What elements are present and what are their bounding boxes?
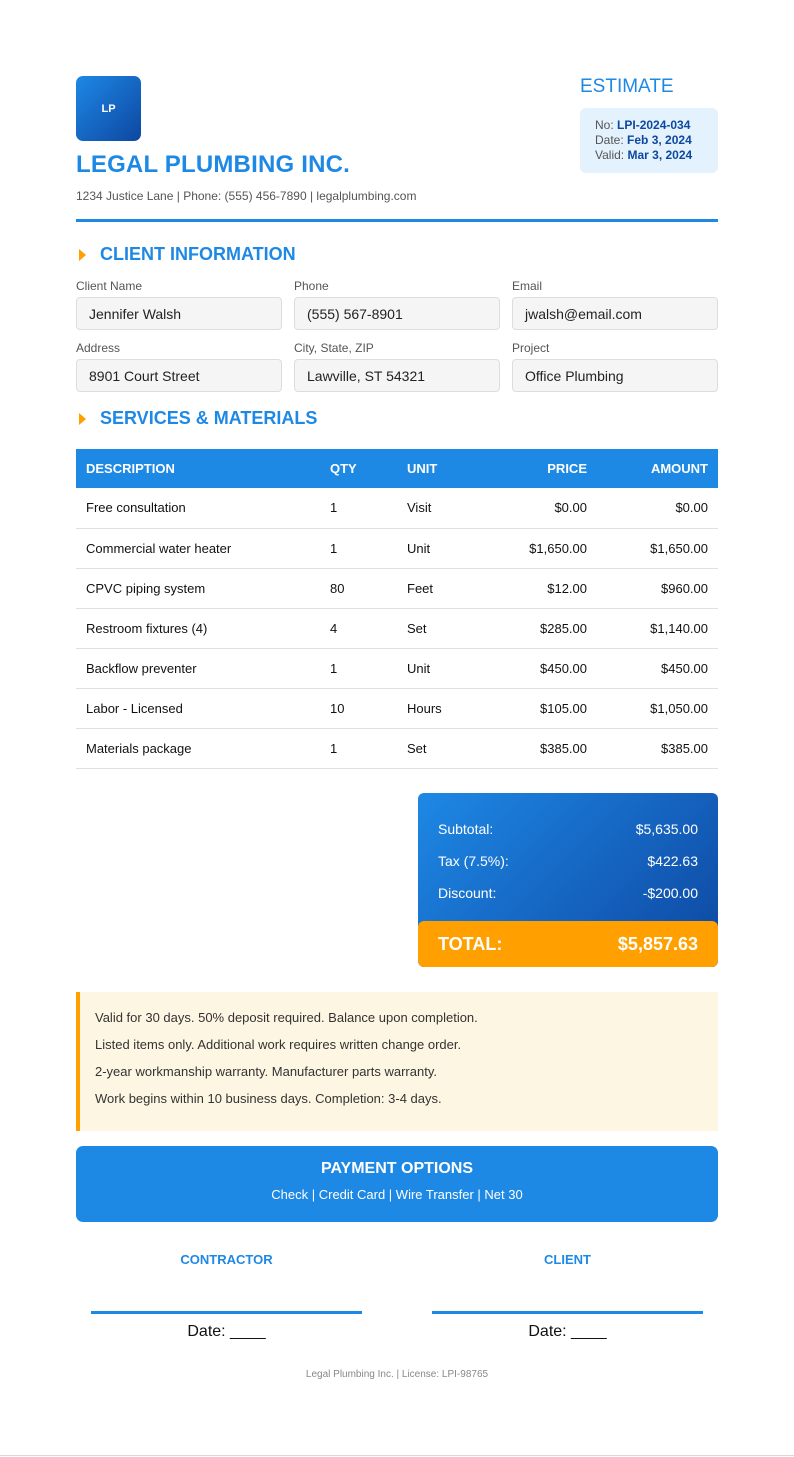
subtotal-row: Subtotal: $5,635.00 xyxy=(438,821,698,837)
cell-qty: 1 xyxy=(320,528,397,568)
term-item: Valid for 30 days. 50% deposit required. Balance upon completion. xyxy=(95,1010,478,1025)
grand-total-row: TOTAL: $5,857.63 xyxy=(418,921,718,967)
client-city-state-zip-input[interactable]: Lawville, ST 54321 xyxy=(294,359,500,392)
cell-amount: $450.00 xyxy=(597,648,718,688)
document-header xyxy=(76,76,718,222)
caret-right-icon xyxy=(79,413,86,425)
client-name-input[interactable]: Jennifer Walsh xyxy=(76,297,282,330)
contractor-date: Date: ____ xyxy=(187,1323,266,1340)
table-row xyxy=(76,528,718,568)
estimate-valid-value: Mar 3, 2024 xyxy=(627,148,693,162)
cell-description: Restroom fixtures (4) xyxy=(76,608,320,648)
contractor-label: CONTRACTOR xyxy=(180,1252,273,1267)
page-bottom-divider xyxy=(0,1455,794,1456)
tax-row: Tax (7.5%): $422.63 xyxy=(438,853,698,869)
totals-box xyxy=(418,793,718,967)
column-header-amount: AMOUNT xyxy=(597,449,718,488)
logo-text: LP xyxy=(101,102,116,115)
tax-value: $422.63 xyxy=(647,853,698,869)
cell-description: Free consultation xyxy=(76,488,320,528)
caret-right-icon xyxy=(79,249,86,261)
cell-description: Backflow preventer xyxy=(76,648,320,688)
term-item: Listed items only. Additional work requires written change order. xyxy=(95,1037,462,1052)
cell-unit: Unit xyxy=(397,528,490,568)
client-information-heading: CLIENT INFORMATION xyxy=(76,244,296,265)
term-item: Work begins within 10 business days. Completion: 3-4 days. xyxy=(95,1091,442,1106)
table-row xyxy=(76,568,718,608)
services-materials-heading: SERVICES & MATERIALS xyxy=(76,408,317,429)
payment-options-box xyxy=(76,1146,718,1222)
client-phone-input[interactable]: (555) 567-8901 xyxy=(294,297,500,330)
cell-qty: 1 xyxy=(320,648,397,688)
estimate-meta-box xyxy=(580,108,718,173)
cell-amount: $960.00 xyxy=(597,568,718,608)
cell-amount: $1,050.00 xyxy=(597,688,718,728)
cell-unit: Hours xyxy=(397,688,490,728)
cell-qty: 80 xyxy=(320,568,397,608)
cell-unit: Feet xyxy=(397,568,490,608)
client-project-field: Project Office Plumbing xyxy=(512,341,718,403)
estimate-document xyxy=(76,76,718,1380)
cell-qty: 4 xyxy=(320,608,397,648)
client-address-input[interactable]: 8901 Court Street xyxy=(76,359,282,392)
services-table xyxy=(76,449,718,769)
payment-options-list: Check | Credit Card | Wire Transfer | Net 30 xyxy=(271,1187,523,1202)
cell-unit: Set xyxy=(397,608,490,648)
contractor-signature-block xyxy=(91,1252,362,1341)
subtotal-value: $5,635.00 xyxy=(635,821,698,837)
table-row xyxy=(76,488,718,528)
cell-price: $285.00 xyxy=(490,608,597,648)
cell-price: $12.00 xyxy=(490,568,597,608)
cell-amount: $1,650.00 xyxy=(597,528,718,568)
cell-unit: Visit xyxy=(397,488,490,528)
client-date: Date: ____ xyxy=(528,1323,607,1340)
client-label: CLIENT xyxy=(544,1252,591,1267)
client-phone-field: Phone (555) 567-8901 xyxy=(294,279,500,341)
payment-options-title: PAYMENT OPTIONS xyxy=(320,1160,474,1177)
table-row xyxy=(76,608,718,648)
client-email-field: Email jwalsh@email.com xyxy=(512,279,718,341)
client-project-input[interactable]: Office Plumbing xyxy=(512,359,718,392)
cell-price: $450.00 xyxy=(490,648,597,688)
discount-value: -$200.00 xyxy=(642,885,698,901)
client-information-grid xyxy=(76,279,718,403)
estimate-valid-until: Valid: Mar 3, 2024 xyxy=(595,148,693,162)
cell-amount: $1,140.00 xyxy=(597,608,718,648)
estimate-title: ESTIMATE xyxy=(580,76,674,97)
company-name: LEGAL PLUMBING INC. xyxy=(76,151,351,178)
table-row xyxy=(76,648,718,688)
term-item: 2-year workmanship warranty. Manufacturer parts warranty. xyxy=(95,1064,437,1079)
cell-qty: 1 xyxy=(320,488,397,528)
client-address-field: Address 8901 Court Street xyxy=(76,341,282,403)
cell-price: $1,650.00 xyxy=(490,528,597,568)
cell-unit: Unit xyxy=(397,648,490,688)
cell-description: Labor - Licensed xyxy=(76,688,320,728)
cell-price: $0.00 xyxy=(490,488,597,528)
table-row xyxy=(76,728,718,768)
column-header-price: PRICE xyxy=(490,449,597,488)
cell-unit: Set xyxy=(397,728,490,768)
grand-total-value: $5,857.63 xyxy=(617,933,698,954)
column-header-unit: UNIT xyxy=(397,449,490,488)
column-header-qty: QTY xyxy=(320,449,397,488)
client-city-state-zip-field: City, State, ZIP Lawville, ST 54321 xyxy=(294,341,500,403)
cell-qty: 10 xyxy=(320,688,397,728)
cell-description: Materials package xyxy=(76,728,320,768)
estimate-number-value: LPI-2024-034 xyxy=(617,118,691,132)
cell-description: CPVC piping system xyxy=(76,568,320,608)
table-row xyxy=(76,688,718,728)
document-footer: Legal Plumbing Inc. | License: LPI-98765 xyxy=(305,1369,489,1380)
cell-price: $385.00 xyxy=(490,728,597,768)
cell-amount: $0.00 xyxy=(597,488,718,528)
estimate-date-value: Feb 3, 2024 xyxy=(627,133,692,147)
client-signature-block xyxy=(432,1252,703,1341)
company-logo xyxy=(76,76,141,141)
estimate-number: No: LPI-2024-034 xyxy=(595,118,691,132)
table-header-row xyxy=(76,449,718,488)
cell-description: Commercial water heater xyxy=(76,528,320,568)
company-contact-info: 1234 Justice Lane | Phone: (555) 456-7890 | legalplumbing.com xyxy=(76,189,417,203)
client-name-field: Client Name Jennifer Walsh xyxy=(76,279,282,341)
cell-qty: 1 xyxy=(320,728,397,768)
cell-amount: $385.00 xyxy=(597,728,718,768)
estimate-date: Date: Feb 3, 2024 xyxy=(595,133,692,147)
client-email-input[interactable]: jwalsh@email.com xyxy=(512,297,718,330)
cell-price: $105.00 xyxy=(490,688,597,728)
contractor-signature-line[interactable] xyxy=(91,1311,362,1314)
terms-box xyxy=(76,992,718,1131)
discount-row: Discount: -$200.00 xyxy=(438,885,698,901)
column-header-description: DESCRIPTION xyxy=(76,449,320,488)
client-signature-line[interactable] xyxy=(432,1311,703,1314)
